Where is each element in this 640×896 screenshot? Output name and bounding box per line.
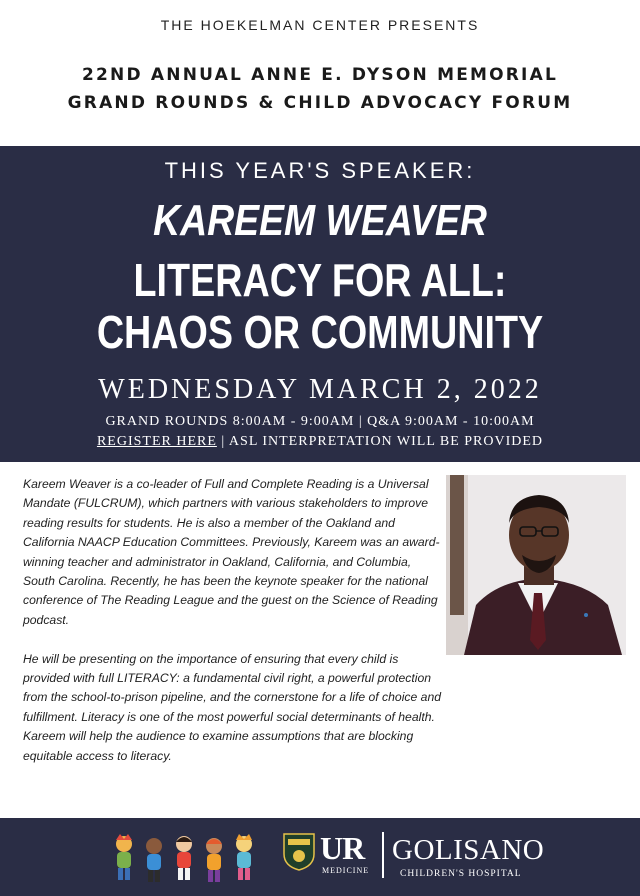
speaker-label: THIS YEAR'S SPEAKER: <box>164 158 476 183</box>
speaker-portrait-illustration <box>446 475 626 655</box>
sponsor-footer <box>0 818 640 896</box>
presenter-line: THE HOEKELMAN CENTER PRESENTS <box>160 17 480 33</box>
ur-medicine-logo: UR <box>320 830 365 866</box>
logo-divider <box>382 832 384 878</box>
golisano-subtitle: CHILDREN'S HOSPITAL <box>400 869 522 879</box>
golisano-logo: GOLISANO <box>392 834 545 866</box>
bio-paragraph-1: Kareem Weaver is a co-leader of Full and Complete Reading is a Universal Mandate (FULCRUM), which partners with various stakeholders to improve reading results for students. He is also a member of the Oakland and California NAACP Education Committees. Previously, Kareem was an award-winning teacher and administrator in Oakland, California, and Columbia, South Carolina. Recently, he has been the keynote speaker for the national conference of The Reading League and the guest on the Science of Reading podcast. <box>23 477 440 627</box>
children-logo-icon <box>110 830 270 886</box>
header-section <box>0 0 640 146</box>
university-seal-icon <box>282 832 316 872</box>
bio-section <box>0 462 640 818</box>
speaker-banner <box>0 146 640 462</box>
event-schedule: GRAND ROUNDS 8:00AM - 9:00AM | Q&A 9:00AM - 10:00AM <box>105 414 535 429</box>
register-row <box>0 434 640 450</box>
speaker-photo <box>446 475 626 655</box>
speaker-name: KAREEM WEAVER <box>153 196 487 245</box>
register-link[interactable]: REGISTER HERE <box>96 434 217 449</box>
speaker-bio <box>23 475 443 785</box>
ur-medicine-subtitle: MEDICINE <box>322 866 370 875</box>
talk-title: LITERACY FOR ALL: CHAOS OR COMMUNITY <box>96 254 544 358</box>
event-date: WEDNESDAY MARCH 2, 2022 <box>98 374 542 405</box>
event-title-line-1: 22ND ANNUAL ANNE E. DYSON MEMORIAL <box>82 65 558 85</box>
asl-note: | ASL INTERPRETATION WILL BE PROVIDED <box>216 434 544 449</box>
bio-paragraph-2: He will be presenting on the importance of ensuring that every child is provided with full LITERACY: a fundamental civil right, a powerful protection from the school-to-prison pipeline, and the cornerstone for a life of choice and fulfillment. Literacy is one of the most powerful social determinants of health. Kareem will help the audience to examine assumptions that are blocking equitable access to literacy. <box>23 651 441 763</box>
event-title-line-2: GRAND ROUNDS & CHILD ADVOCACY FORUM <box>67 93 573 113</box>
